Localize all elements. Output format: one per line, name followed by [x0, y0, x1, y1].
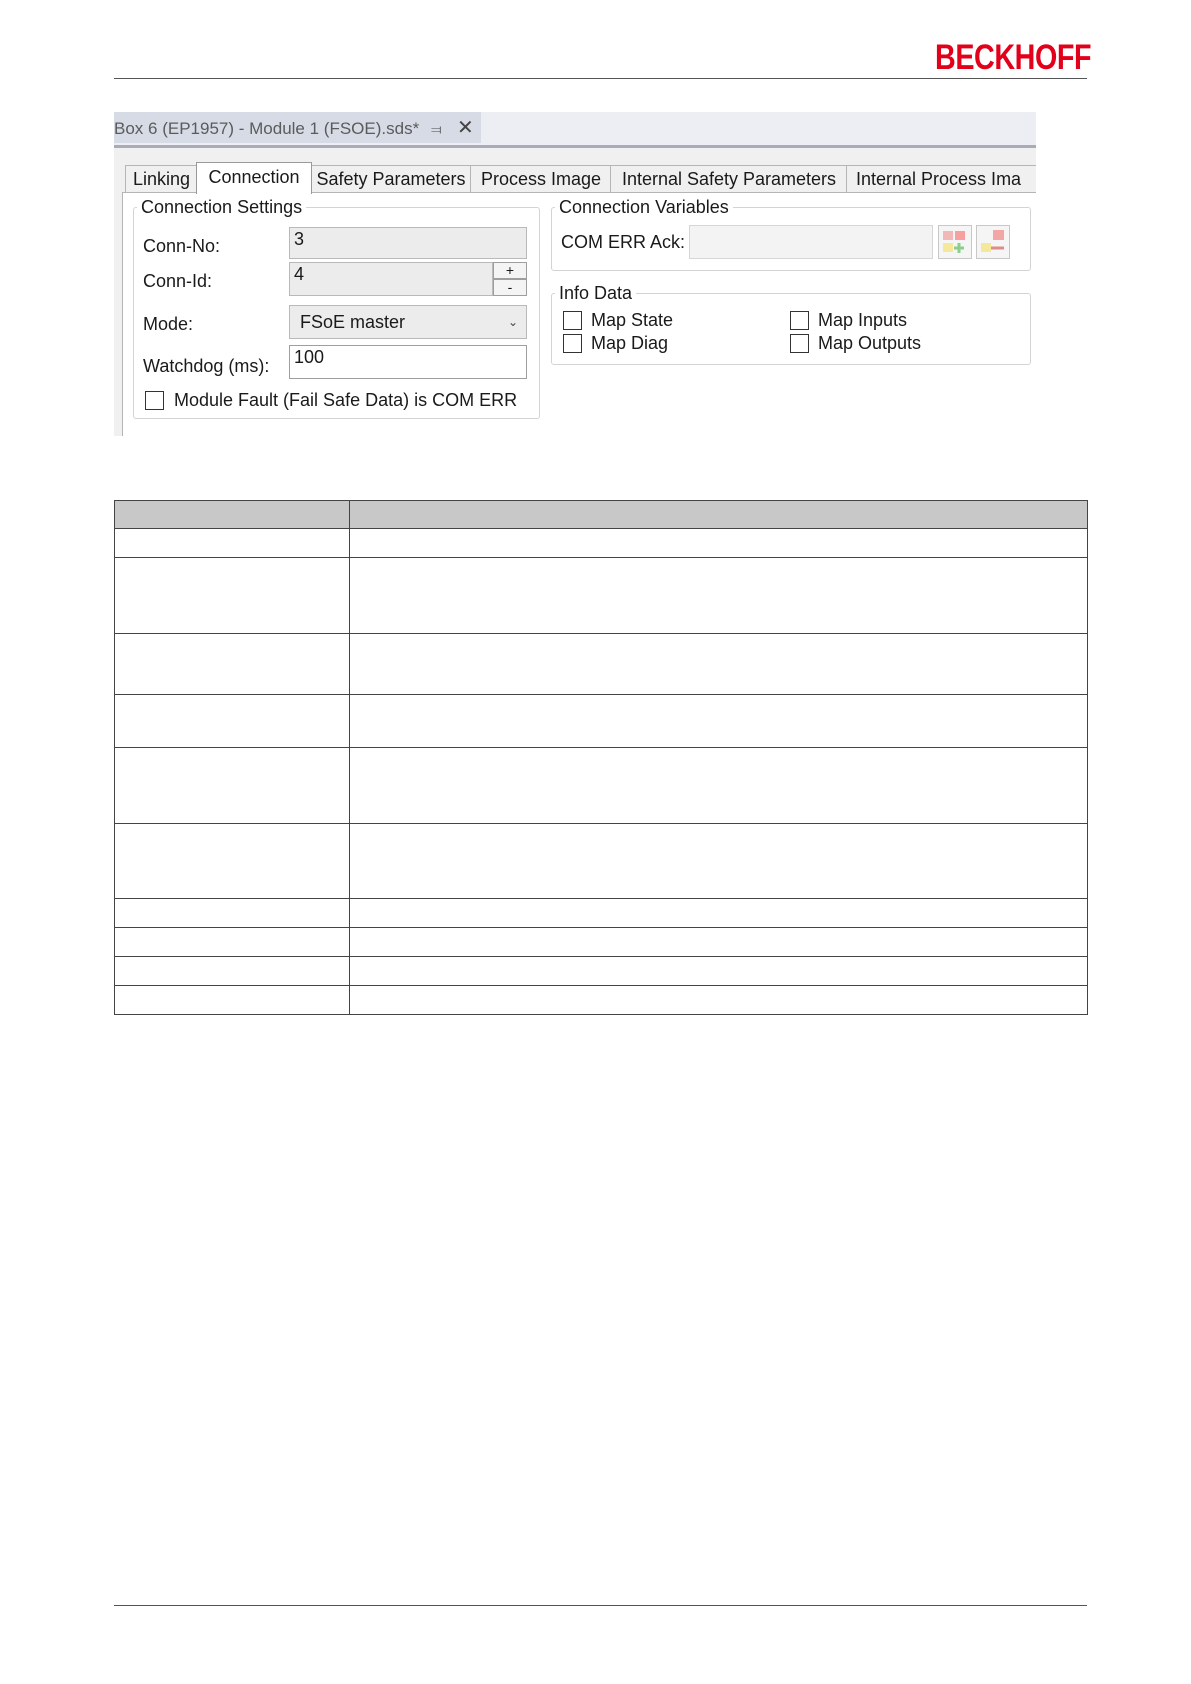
- connection-settings-title: Connection Settings: [137, 197, 306, 217]
- table-cell: [115, 824, 350, 899]
- table-row: [115, 986, 1088, 1015]
- table-row: [115, 748, 1088, 824]
- map-inputs-checkbox[interactable]: [790, 311, 809, 330]
- table-cell: [115, 899, 350, 928]
- conn-no-label: Conn-No:: [143, 236, 221, 256]
- table-cell: [350, 558, 1088, 634]
- table-cell: [350, 824, 1088, 899]
- table-cell: [350, 748, 1088, 824]
- table-cell: [115, 748, 350, 824]
- conn-no-field[interactable]: 3: [289, 227, 527, 259]
- tab-linking[interactable]: Linking: [125, 165, 198, 193]
- map-outputs-checkbox[interactable]: [790, 334, 809, 353]
- map-state-label: Map State: [591, 310, 674, 330]
- conn-id-decrement-button[interactable]: -: [493, 279, 527, 296]
- document-tab[interactable]: [114, 112, 481, 143]
- table-cell: [115, 986, 350, 1015]
- watchdog-label: Watchdog (ms):: [143, 356, 270, 376]
- map-diag-checkbox[interactable]: [563, 334, 582, 353]
- pin-icon[interactable]: ⫤: [431, 121, 442, 137]
- tab-process-image[interactable]: Process Image: [470, 165, 612, 193]
- header-rule: [114, 78, 1087, 79]
- conn-id-increment-button[interactable]: +: [493, 262, 527, 279]
- footer-rule: [114, 1605, 1087, 1606]
- close-icon[interactable]: ✕: [457, 117, 474, 139]
- table-row: [115, 957, 1088, 986]
- table-header-row: [115, 501, 1088, 529]
- table-header-cell: [115, 501, 350, 529]
- table-row: [115, 824, 1088, 899]
- module-fault-label: Module Fault (Fail Safe Data) is COM ERR: [174, 390, 518, 410]
- info-data-title: Info Data: [555, 283, 636, 303]
- connection-pane: [122, 192, 1036, 436]
- tab-connection[interactable]: Connection: [196, 162, 312, 194]
- tab-internal-safety-parameters[interactable]: Internal Safety Parameters: [610, 165, 848, 193]
- tab-safety-parameters[interactable]: Safety Parameters: [310, 165, 472, 193]
- connection-variables-title: Connection Variables: [555, 197, 733, 217]
- link-remove-icon[interactable]: [976, 225, 1010, 259]
- table-row: [115, 695, 1088, 748]
- table-row: [115, 634, 1088, 695]
- table-row: [115, 928, 1088, 957]
- table-cell: [115, 957, 350, 986]
- table-cell: [350, 695, 1088, 748]
- table-cell: [115, 529, 350, 558]
- mode-label: Mode:: [143, 314, 194, 334]
- conn-id-field[interactable]: 4: [289, 262, 493, 296]
- table-cell: [115, 558, 350, 634]
- table-row: [115, 558, 1088, 634]
- link-add-icon[interactable]: [938, 225, 972, 259]
- table-header-cell: [350, 501, 1088, 529]
- map-state-checkbox[interactable]: [563, 311, 582, 330]
- table-cell: [350, 899, 1088, 928]
- table-row: [115, 899, 1088, 928]
- mode-select-value: FSoE master: [300, 312, 406, 332]
- tab-separator: [114, 145, 1036, 148]
- tab-strip: [125, 162, 1036, 192]
- map-diag-label: Map Diag: [591, 333, 669, 353]
- table-row: [115, 529, 1088, 558]
- table-cell: [350, 986, 1088, 1015]
- table-cell: [350, 634, 1088, 695]
- table-cell: [115, 695, 350, 748]
- table-cell: [350, 957, 1088, 986]
- tab-internal-process-image[interactable]: Internal Process Ima: [846, 165, 1036, 193]
- com-err-ack-label: COM ERR Ack:: [561, 232, 686, 252]
- table-cell: [115, 928, 350, 957]
- watchdog-field[interactable]: 100: [289, 345, 527, 379]
- chevron-down-icon: ⌄: [508, 315, 519, 329]
- table-cell: [350, 928, 1088, 957]
- table-cell: [115, 634, 350, 695]
- com-err-ack-field[interactable]: [689, 225, 933, 259]
- parameter-table: [114, 500, 1088, 1015]
- map-outputs-label: Map Outputs: [818, 333, 922, 353]
- connection-dialog-screenshot: [114, 112, 1036, 436]
- conn-id-label: Conn-Id:: [143, 271, 213, 291]
- beckhoff-logo: BECKHOFF: [935, 38, 1092, 77]
- map-inputs-label: Map Inputs: [818, 310, 908, 330]
- document-tab-title: Box 6 (EP1957) - Module 1 (FSOE).sds*: [114, 119, 420, 138]
- mode-select[interactable]: [289, 305, 527, 339]
- table-cell: [350, 529, 1088, 558]
- module-fault-checkbox[interactable]: [145, 391, 164, 410]
